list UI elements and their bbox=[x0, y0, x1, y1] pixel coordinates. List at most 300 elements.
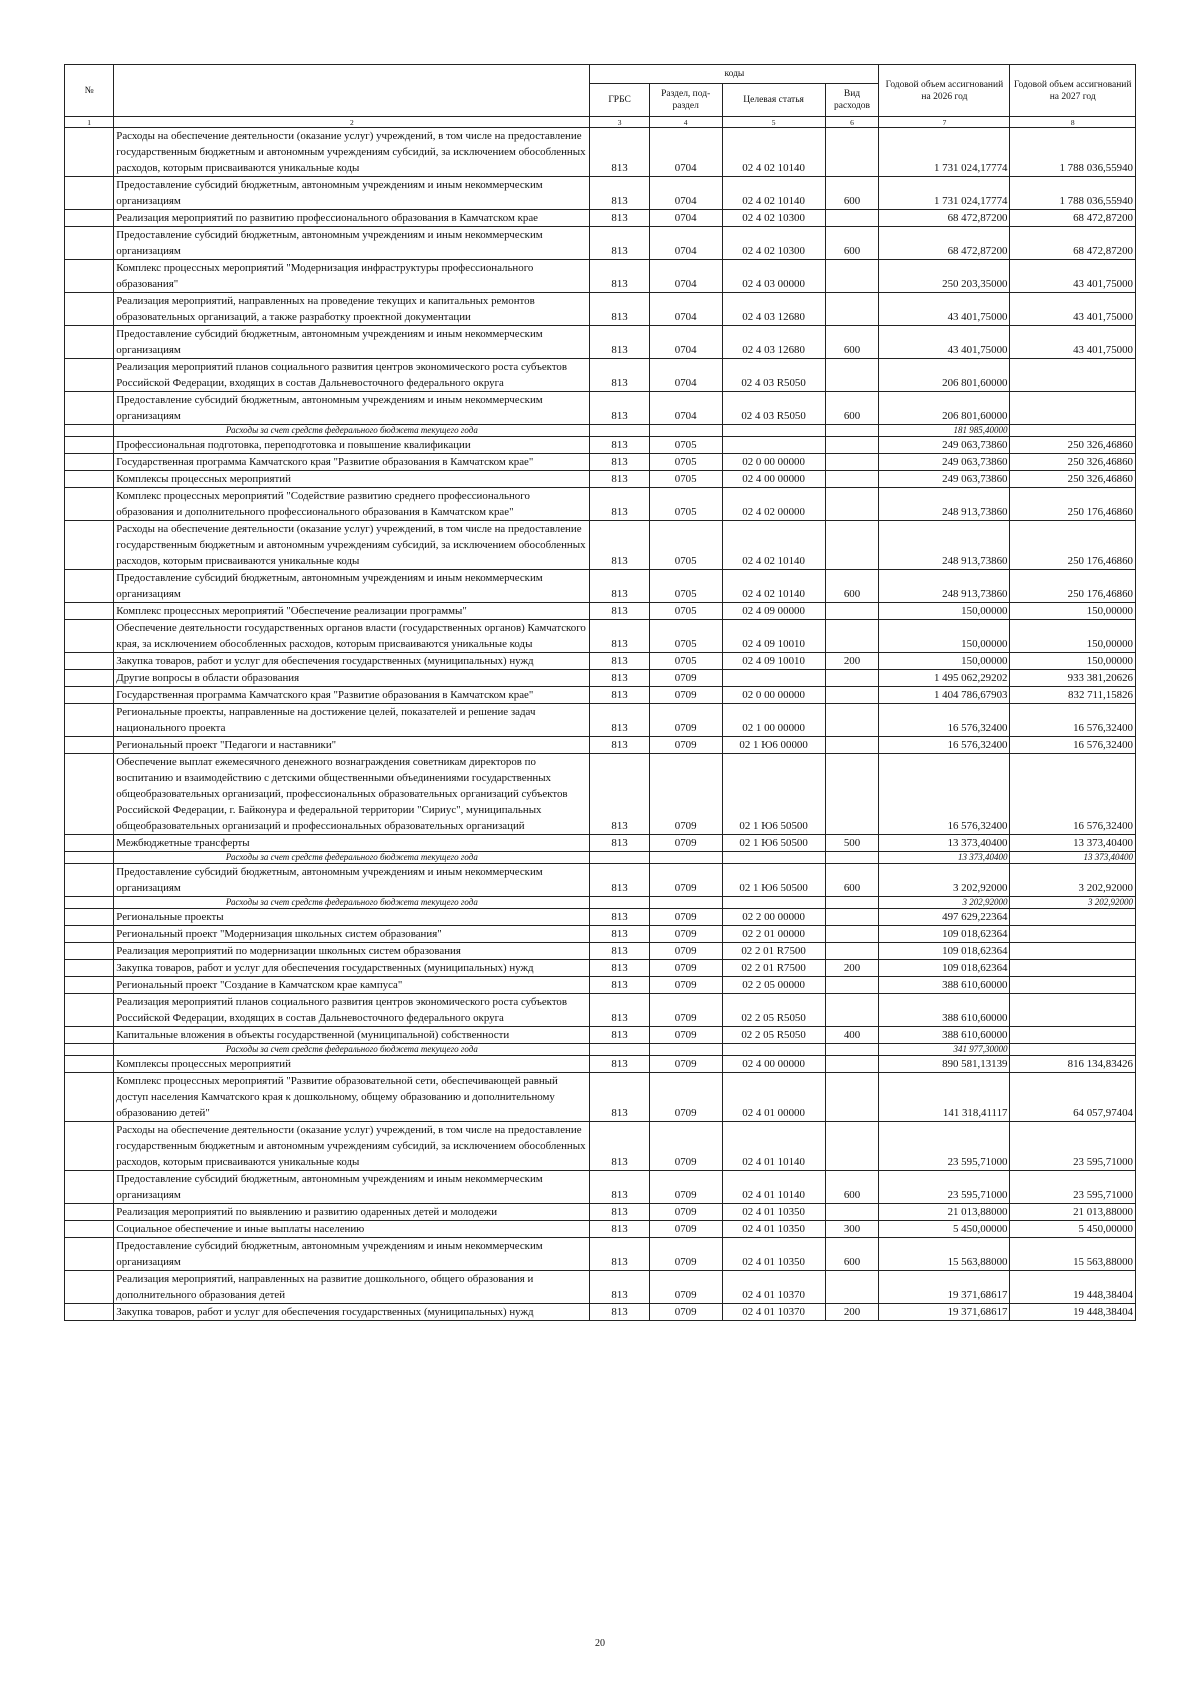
target-cell: 02 4 03 R5050 bbox=[722, 392, 825, 425]
column-number: 2 bbox=[114, 117, 590, 128]
item-name-cell: Расходы на обеспечение деятельности (оказание услуг) учреждений, в том числе на предоставление государственным бюджетным и автономным учреждениям субсидий, за исключением обособленных расходов, которым присваиваются уникальные коды bbox=[114, 1122, 590, 1171]
section-cell: 0709 bbox=[649, 835, 722, 852]
kind-cell bbox=[825, 603, 879, 620]
target-cell: 02 4 03 12680 bbox=[722, 293, 825, 326]
amount-2026-cell: 23 595,71000 bbox=[879, 1122, 1010, 1171]
amount-2027-cell: 43 401,75000 bbox=[1010, 326, 1136, 359]
table-row bbox=[65, 653, 1136, 670]
amount-2027-cell: 13 373,40400 bbox=[1010, 852, 1136, 864]
amount-2027-cell: 64 057,97404 bbox=[1010, 1073, 1136, 1122]
amount-2026-cell: 13 373,40400 bbox=[879, 852, 1010, 864]
amount-2026-cell: 109 018,62364 bbox=[879, 960, 1010, 977]
target-cell bbox=[722, 1044, 825, 1056]
row-number-cell bbox=[65, 1271, 114, 1304]
row-number-cell bbox=[65, 437, 114, 454]
kind-cell: 600 bbox=[825, 227, 879, 260]
amount-2027-cell: 21 013,88000 bbox=[1010, 1204, 1136, 1221]
amount-2027-cell: 150,00000 bbox=[1010, 653, 1136, 670]
kind-cell bbox=[825, 994, 879, 1027]
item-name-cell: Закупка товаров, работ и услуг для обеспечения государственных (муниципальных) нужд bbox=[114, 1304, 590, 1321]
amount-2026-cell: 1 495 062,29202 bbox=[879, 670, 1010, 687]
item-name-cell: Предоставление субсидий бюджетным, автономным учреждениям и иным некоммерческим организациям bbox=[114, 1238, 590, 1271]
column-numbers-row bbox=[65, 117, 1136, 128]
section-cell: 0709 bbox=[649, 994, 722, 1027]
kind-cell bbox=[825, 1271, 879, 1304]
section-cell bbox=[649, 852, 722, 864]
row-number-cell bbox=[65, 620, 114, 653]
table-row bbox=[65, 977, 1136, 994]
kind-cell: 600 bbox=[825, 326, 879, 359]
amount-2027-cell bbox=[1010, 977, 1136, 994]
grbs-cell: 813 bbox=[590, 835, 649, 852]
target-cell: 02 2 01 R7500 bbox=[722, 943, 825, 960]
kind-cell bbox=[825, 926, 879, 943]
grbs-cell: 813 bbox=[590, 392, 649, 425]
grbs-cell: 813 bbox=[590, 210, 649, 227]
row-number-cell bbox=[65, 488, 114, 521]
amount-2026-cell: 5 450,00000 bbox=[879, 1221, 1010, 1238]
table-row bbox=[65, 521, 1136, 570]
amount-2027-cell: 250 326,46860 bbox=[1010, 437, 1136, 454]
row-number-cell bbox=[65, 1044, 114, 1056]
grbs-cell: 813 bbox=[590, 437, 649, 454]
row-number-cell bbox=[65, 1122, 114, 1171]
row-number-cell bbox=[65, 1073, 114, 1122]
row-number-cell bbox=[65, 977, 114, 994]
item-name-cell: Комплексы процессных мероприятий bbox=[114, 1056, 590, 1073]
target-cell bbox=[722, 437, 825, 454]
row-number-cell bbox=[65, 909, 114, 926]
kind-cell bbox=[825, 1044, 879, 1056]
item-name-cell: Предоставление субсидий бюджетным, автономным учреждениям и иным некоммерческим организациям bbox=[114, 326, 590, 359]
amount-2027-cell: 3 202,92000 bbox=[1010, 897, 1136, 909]
item-name-cell: Государственная программа Камчатского края "Развитие образования в Камчатском крае" bbox=[114, 687, 590, 704]
section-cell: 0705 bbox=[649, 454, 722, 471]
grbs-cell bbox=[590, 897, 649, 909]
amount-2026-cell: 341 977,30000 bbox=[879, 1044, 1010, 1056]
amount-2027-cell: 250 176,46860 bbox=[1010, 488, 1136, 521]
item-name-cell: Предоставление субсидий бюджетным, автономным учреждениям и иным некоммерческим организациям bbox=[114, 227, 590, 260]
section-cell: 0704 bbox=[649, 359, 722, 392]
item-name-cell: Предоставление субсидий бюджетным, автономным учреждениям и иным некоммерческим организациям bbox=[114, 177, 590, 210]
amount-2027-cell: 250 326,46860 bbox=[1010, 471, 1136, 488]
row-number-cell bbox=[65, 994, 114, 1027]
amount-2026-cell: 388 610,60000 bbox=[879, 1027, 1010, 1044]
amount-2027-cell: 933 381,20626 bbox=[1010, 670, 1136, 687]
table-row bbox=[65, 1238, 1136, 1271]
item-name-cell: Другие вопросы в области образования bbox=[114, 670, 590, 687]
target-cell: 02 2 05 R5050 bbox=[722, 994, 825, 1027]
table-row bbox=[65, 943, 1136, 960]
row-number-cell bbox=[65, 943, 114, 960]
table-row bbox=[65, 326, 1136, 359]
item-name-cell: Комплекс процессных мероприятий "Модернизация инфраструктуры профессионального образования" bbox=[114, 260, 590, 293]
kind-cell: 600 bbox=[825, 864, 879, 897]
grbs-cell: 813 bbox=[590, 1304, 649, 1321]
table-row bbox=[65, 1221, 1136, 1238]
section-cell: 0709 bbox=[649, 1073, 722, 1122]
row-number-cell bbox=[65, 260, 114, 293]
section-cell: 0709 bbox=[649, 704, 722, 737]
section-cell: 0704 bbox=[649, 210, 722, 227]
kind-cell: 600 bbox=[825, 1171, 879, 1204]
amount-2027-cell bbox=[1010, 909, 1136, 926]
section-cell: 0704 bbox=[649, 392, 722, 425]
amount-2027-cell bbox=[1010, 392, 1136, 425]
table-row bbox=[65, 128, 1136, 177]
section-cell: 0709 bbox=[649, 1171, 722, 1204]
amount-2026-cell: 250 203,35000 bbox=[879, 260, 1010, 293]
federal-funds-row bbox=[65, 1044, 1136, 1056]
target-cell: 02 4 01 10370 bbox=[722, 1304, 825, 1321]
grbs-cell: 813 bbox=[590, 260, 649, 293]
grbs-cell bbox=[590, 1044, 649, 1056]
row-number-cell bbox=[65, 454, 114, 471]
amount-2026-cell: 68 472,87200 bbox=[879, 210, 1010, 227]
item-name-cell: Комплекс процессных мероприятий "Развитие образовательной сети, обеспечивающей равный доступ населения Камчатского края к дошкольному, общему образованию и дополнительному образованию детей" bbox=[114, 1073, 590, 1122]
target-cell bbox=[722, 852, 825, 864]
amount-2026-cell: 16 576,32400 bbox=[879, 754, 1010, 835]
amount-2027-cell: 150,00000 bbox=[1010, 603, 1136, 620]
grbs-cell: 813 bbox=[590, 1171, 649, 1204]
item-name-cell: Профессиональная подготовка, переподготовка и повышение квалификации bbox=[114, 437, 590, 454]
section-cell: 0705 bbox=[649, 488, 722, 521]
kind-cell: 400 bbox=[825, 1027, 879, 1044]
amount-2026-cell: 13 373,40400 bbox=[879, 835, 1010, 852]
grbs-cell: 813 bbox=[590, 704, 649, 737]
target-cell: 02 4 09 10010 bbox=[722, 653, 825, 670]
table-row bbox=[65, 359, 1136, 392]
grbs-cell: 813 bbox=[590, 1238, 649, 1271]
target-cell: 02 1 Ю6 00000 bbox=[722, 737, 825, 754]
target-cell: 02 4 03 12680 bbox=[722, 326, 825, 359]
column-number: 6 bbox=[825, 117, 879, 128]
section-cell: 0709 bbox=[649, 1204, 722, 1221]
item-name-cell: Реализация мероприятий планов социального развития центров экономического роста субъектов Российской Федерации, входящих в состав Дальневосточного федерального округа bbox=[114, 994, 590, 1027]
kind-cell: 600 bbox=[825, 177, 879, 210]
target-cell: 02 4 03 R5050 bbox=[722, 359, 825, 392]
item-name-cell: Расходы на обеспечение деятельности (оказание услуг) учреждений, в том числе на предоставление государственным бюджетным и автономным учреждениям субсидий, за исключением обособленных расходов, которым присваиваются уникальные коды bbox=[114, 128, 590, 177]
col-2027-header: Годовой объем ассигнований на 2027 год bbox=[1010, 65, 1136, 117]
amount-2026-cell: 150,00000 bbox=[879, 603, 1010, 620]
kind-cell bbox=[825, 521, 879, 570]
table-row bbox=[65, 1304, 1136, 1321]
target-cell: 02 4 01 10350 bbox=[722, 1221, 825, 1238]
row-number-cell bbox=[65, 1056, 114, 1073]
row-number-cell bbox=[65, 603, 114, 620]
row-number-cell bbox=[65, 704, 114, 737]
row-number-cell bbox=[65, 326, 114, 359]
amount-2027-cell: 23 595,71000 bbox=[1010, 1122, 1136, 1171]
item-name-cell: Предоставление субсидий бюджетным, автономным учреждениям и иным некоммерческим организациям bbox=[114, 864, 590, 897]
section-cell: 0709 bbox=[649, 1122, 722, 1171]
target-cell: 02 1 00 00000 bbox=[722, 704, 825, 737]
row-number-cell bbox=[65, 1171, 114, 1204]
item-name-cell: Расходы на обеспечение деятельности (оказание услуг) учреждений, в том числе на предоставление государственным бюджетным и автономным учреждениям субсидий, за исключением обособленных расходов, которым присваиваются уникальные коды bbox=[114, 521, 590, 570]
amount-2026-cell: 43 401,75000 bbox=[879, 293, 1010, 326]
amount-2027-cell: 13 373,40400 bbox=[1010, 835, 1136, 852]
grbs-cell: 813 bbox=[590, 1056, 649, 1073]
kind-cell bbox=[825, 1122, 879, 1171]
table-row bbox=[65, 471, 1136, 488]
amount-2027-cell bbox=[1010, 994, 1136, 1027]
section-cell: 0705 bbox=[649, 471, 722, 488]
target-cell: 02 2 00 00000 bbox=[722, 909, 825, 926]
amount-2027-cell: 15 563,88000 bbox=[1010, 1238, 1136, 1271]
item-name-cell: Региональный проект "Создание в Камчатском крае кампуса" bbox=[114, 977, 590, 994]
target-cell bbox=[722, 670, 825, 687]
grbs-cell: 813 bbox=[590, 227, 649, 260]
amount-2027-cell: 816 134,83426 bbox=[1010, 1056, 1136, 1073]
grbs-cell: 813 bbox=[590, 754, 649, 835]
col-num-header: № bbox=[65, 65, 114, 117]
amount-2027-cell bbox=[1010, 1044, 1136, 1056]
table-row bbox=[65, 926, 1136, 943]
target-cell: 02 4 01 10350 bbox=[722, 1238, 825, 1271]
grbs-cell: 813 bbox=[590, 521, 649, 570]
amount-2027-cell bbox=[1010, 926, 1136, 943]
amount-2027-cell: 16 576,32400 bbox=[1010, 754, 1136, 835]
section-cell: 0709 bbox=[649, 1238, 722, 1271]
target-cell: 02 4 02 10140 bbox=[722, 177, 825, 210]
grbs-cell: 813 bbox=[590, 943, 649, 960]
row-number-cell bbox=[65, 960, 114, 977]
section-cell: 0709 bbox=[649, 1271, 722, 1304]
amount-2026-cell: 68 472,87200 bbox=[879, 227, 1010, 260]
target-cell bbox=[722, 897, 825, 909]
kind-cell bbox=[825, 425, 879, 437]
grbs-cell: 813 bbox=[590, 293, 649, 326]
kind-cell bbox=[825, 260, 879, 293]
target-cell: 02 4 01 10350 bbox=[722, 1204, 825, 1221]
target-cell: 02 4 09 10010 bbox=[722, 620, 825, 653]
kind-cell bbox=[825, 897, 879, 909]
section-cell: 0704 bbox=[649, 293, 722, 326]
section-cell bbox=[649, 425, 722, 437]
kind-cell bbox=[825, 754, 879, 835]
table-body bbox=[65, 128, 1136, 1321]
col-2026-header: Годовой объем ассигнований на 2026 год bbox=[879, 65, 1010, 117]
grbs-cell bbox=[590, 425, 649, 437]
grbs-cell: 813 bbox=[590, 977, 649, 994]
grbs-cell: 813 bbox=[590, 1122, 649, 1171]
target-cell: 02 2 01 00000 bbox=[722, 926, 825, 943]
table-row bbox=[65, 293, 1136, 326]
item-name-cell: Региональный проект "Модернизация школьных систем образования" bbox=[114, 926, 590, 943]
kind-cell: 600 bbox=[825, 392, 879, 425]
amount-2027-cell: 1 788 036,55940 bbox=[1010, 177, 1136, 210]
item-name-cell: Обеспечение выплат ежемесячного денежного вознаграждения советникам директоров по воспитанию и взаимодействию с детскими общественными объединениями государственных общеобразовательных организаций, профессиональных образовательных организаций субъектов Российской Федерации, г. Байконура и федеральной территории "Сириус", муниципальных общеобразовательных организаций и профессиональных образовательных организаций bbox=[114, 754, 590, 835]
kind-cell bbox=[825, 909, 879, 926]
grbs-cell: 813 bbox=[590, 471, 649, 488]
amount-2026-cell: 150,00000 bbox=[879, 620, 1010, 653]
kind-cell bbox=[825, 704, 879, 737]
amount-2026-cell: 248 913,73860 bbox=[879, 521, 1010, 570]
col-target-header: Целевая статья bbox=[722, 84, 825, 117]
table-row bbox=[65, 392, 1136, 425]
amount-2026-cell: 43 401,75000 bbox=[879, 326, 1010, 359]
section-cell: 0709 bbox=[649, 1304, 722, 1321]
grbs-cell: 813 bbox=[590, 570, 649, 603]
item-name-cell: Закупка товаров, работ и услуг для обеспечения государственных (муниципальных) нужд bbox=[114, 653, 590, 670]
amount-2026-cell: 16 576,32400 bbox=[879, 737, 1010, 754]
table-row bbox=[65, 488, 1136, 521]
target-cell: 02 2 01 R7500 bbox=[722, 960, 825, 977]
grbs-cell: 813 bbox=[590, 488, 649, 521]
grbs-cell: 813 bbox=[590, 737, 649, 754]
section-cell: 0709 bbox=[649, 687, 722, 704]
amount-2027-cell bbox=[1010, 943, 1136, 960]
item-name-cell: Комплекс процессных мероприятий "Содействие развитию среднего профессионального образования и дополнительного профессионального образования в Камчатском крае" bbox=[114, 488, 590, 521]
row-number-cell bbox=[65, 1027, 114, 1044]
grbs-cell: 813 bbox=[590, 1027, 649, 1044]
section-cell: 0709 bbox=[649, 926, 722, 943]
target-cell: 02 4 01 10140 bbox=[722, 1171, 825, 1204]
target-cell: 02 4 01 10370 bbox=[722, 1271, 825, 1304]
item-name-cell: Реализация мероприятий по модернизации школьных систем образования bbox=[114, 943, 590, 960]
amount-2027-cell bbox=[1010, 1027, 1136, 1044]
grbs-cell: 813 bbox=[590, 1271, 649, 1304]
amount-2026-cell: 19 371,68617 bbox=[879, 1304, 1010, 1321]
item-name-cell: Расходы за счет средств федерального бюджета текущего года bbox=[114, 852, 590, 864]
row-number-cell bbox=[65, 227, 114, 260]
target-cell: 02 4 02 10140 bbox=[722, 570, 825, 603]
amount-2027-cell: 43 401,75000 bbox=[1010, 293, 1136, 326]
target-cell: 02 2 05 00000 bbox=[722, 977, 825, 994]
item-name-cell: Реализация мероприятий, направленных на развитие дошкольного, общего образования и дополнительного образования детей bbox=[114, 1271, 590, 1304]
amount-2027-cell: 250 176,46860 bbox=[1010, 521, 1136, 570]
table-row bbox=[65, 454, 1136, 471]
row-number-cell bbox=[65, 1204, 114, 1221]
federal-funds-row bbox=[65, 852, 1136, 864]
target-cell: 02 4 00 00000 bbox=[722, 471, 825, 488]
amount-2027-cell bbox=[1010, 960, 1136, 977]
item-name-cell: Региональные проекты bbox=[114, 909, 590, 926]
table-row bbox=[65, 670, 1136, 687]
amount-2027-cell: 250 176,46860 bbox=[1010, 570, 1136, 603]
amount-2026-cell: 497 629,22364 bbox=[879, 909, 1010, 926]
item-name-cell: Межбюджетные трансферты bbox=[114, 835, 590, 852]
table-row bbox=[65, 210, 1136, 227]
col-kind-header: Вид расходов bbox=[825, 84, 879, 117]
table-row bbox=[65, 1122, 1136, 1171]
grbs-cell bbox=[590, 852, 649, 864]
kind-cell bbox=[825, 1073, 879, 1122]
table-row bbox=[65, 1056, 1136, 1073]
kind-cell bbox=[825, 977, 879, 994]
row-number-cell bbox=[65, 471, 114, 488]
amount-2027-cell bbox=[1010, 425, 1136, 437]
amount-2026-cell: 248 913,73860 bbox=[879, 488, 1010, 521]
target-cell: 02 4 02 10300 bbox=[722, 227, 825, 260]
row-number-cell bbox=[65, 835, 114, 852]
row-number-cell bbox=[65, 864, 114, 897]
table-row bbox=[65, 620, 1136, 653]
grbs-cell: 813 bbox=[590, 653, 649, 670]
row-number-cell bbox=[65, 521, 114, 570]
grbs-cell: 813 bbox=[590, 1221, 649, 1238]
kind-cell bbox=[825, 488, 879, 521]
target-cell: 02 4 03 00000 bbox=[722, 260, 825, 293]
column-number: 7 bbox=[879, 117, 1010, 128]
page-number: 20 bbox=[595, 1638, 605, 1649]
column-number: 1 bbox=[65, 117, 114, 128]
row-number-cell bbox=[65, 754, 114, 835]
section-cell: 0704 bbox=[649, 260, 722, 293]
target-cell: 02 4 02 10140 bbox=[722, 128, 825, 177]
row-number-cell bbox=[65, 425, 114, 437]
grbs-cell: 813 bbox=[590, 864, 649, 897]
row-number-cell bbox=[65, 653, 114, 670]
table-row bbox=[65, 687, 1136, 704]
row-number-cell bbox=[65, 1221, 114, 1238]
column-number: 3 bbox=[590, 117, 649, 128]
amount-2026-cell: 249 063,73860 bbox=[879, 471, 1010, 488]
table-row bbox=[65, 704, 1136, 737]
item-name-cell: Закупка товаров, работ и услуг для обеспечения государственных (муниципальных) нужд bbox=[114, 960, 590, 977]
item-name-cell: Предоставление субсидий бюджетным, автономным учреждениям и иным некоммерческим организациям bbox=[114, 1171, 590, 1204]
kind-cell bbox=[825, 1204, 879, 1221]
amount-2026-cell: 249 063,73860 bbox=[879, 454, 1010, 471]
amount-2026-cell: 21 013,88000 bbox=[879, 1204, 1010, 1221]
section-cell: 0709 bbox=[649, 1221, 722, 1238]
kind-cell: 600 bbox=[825, 1238, 879, 1271]
col-grbs-header: ГРБС bbox=[590, 84, 649, 117]
col-name-header bbox=[114, 65, 590, 117]
target-cell: 02 1 Ю6 50500 bbox=[722, 835, 825, 852]
row-number-cell bbox=[65, 1238, 114, 1271]
amount-2027-cell bbox=[1010, 359, 1136, 392]
section-cell bbox=[649, 897, 722, 909]
section-cell: 0709 bbox=[649, 977, 722, 994]
kind-cell bbox=[825, 620, 879, 653]
grbs-cell: 813 bbox=[590, 687, 649, 704]
row-number-cell bbox=[65, 852, 114, 864]
amount-2026-cell: 1 404 786,67903 bbox=[879, 687, 1010, 704]
grbs-cell: 813 bbox=[590, 620, 649, 653]
table-row bbox=[65, 603, 1136, 620]
section-cell: 0709 bbox=[649, 960, 722, 977]
item-name-cell: Региональный проект "Педагоги и наставники" bbox=[114, 737, 590, 754]
amount-2026-cell: 16 576,32400 bbox=[879, 704, 1010, 737]
amount-2026-cell: 249 063,73860 bbox=[879, 437, 1010, 454]
table-row bbox=[65, 1073, 1136, 1122]
section-cell: 0709 bbox=[649, 864, 722, 897]
amount-2026-cell: 23 595,71000 bbox=[879, 1171, 1010, 1204]
section-cell: 0709 bbox=[649, 737, 722, 754]
grbs-cell: 813 bbox=[590, 909, 649, 926]
table-row bbox=[65, 864, 1136, 897]
kind-cell bbox=[825, 210, 879, 227]
table-row bbox=[65, 1027, 1136, 1044]
section-cell: 0709 bbox=[649, 670, 722, 687]
amount-2026-cell: 150,00000 bbox=[879, 653, 1010, 670]
amount-2027-cell: 250 326,46860 bbox=[1010, 454, 1136, 471]
kind-cell bbox=[825, 128, 879, 177]
section-cell: 0705 bbox=[649, 603, 722, 620]
grbs-cell: 813 bbox=[590, 1204, 649, 1221]
target-cell: 02 1 Ю6 50500 bbox=[722, 864, 825, 897]
grbs-cell: 813 bbox=[590, 128, 649, 177]
grbs-cell: 813 bbox=[590, 359, 649, 392]
kind-cell: 300 bbox=[825, 1221, 879, 1238]
item-name-cell: Капитальные вложения в объекты государственной (муниципальной) собственности bbox=[114, 1027, 590, 1044]
table-row bbox=[65, 960, 1136, 977]
section-cell: 0709 bbox=[649, 909, 722, 926]
kind-cell: 600 bbox=[825, 570, 879, 603]
item-name-cell: Предоставление субсидий бюджетным, автономным учреждениям и иным некоммерческим организациям bbox=[114, 392, 590, 425]
amount-2026-cell: 3 202,92000 bbox=[879, 864, 1010, 897]
